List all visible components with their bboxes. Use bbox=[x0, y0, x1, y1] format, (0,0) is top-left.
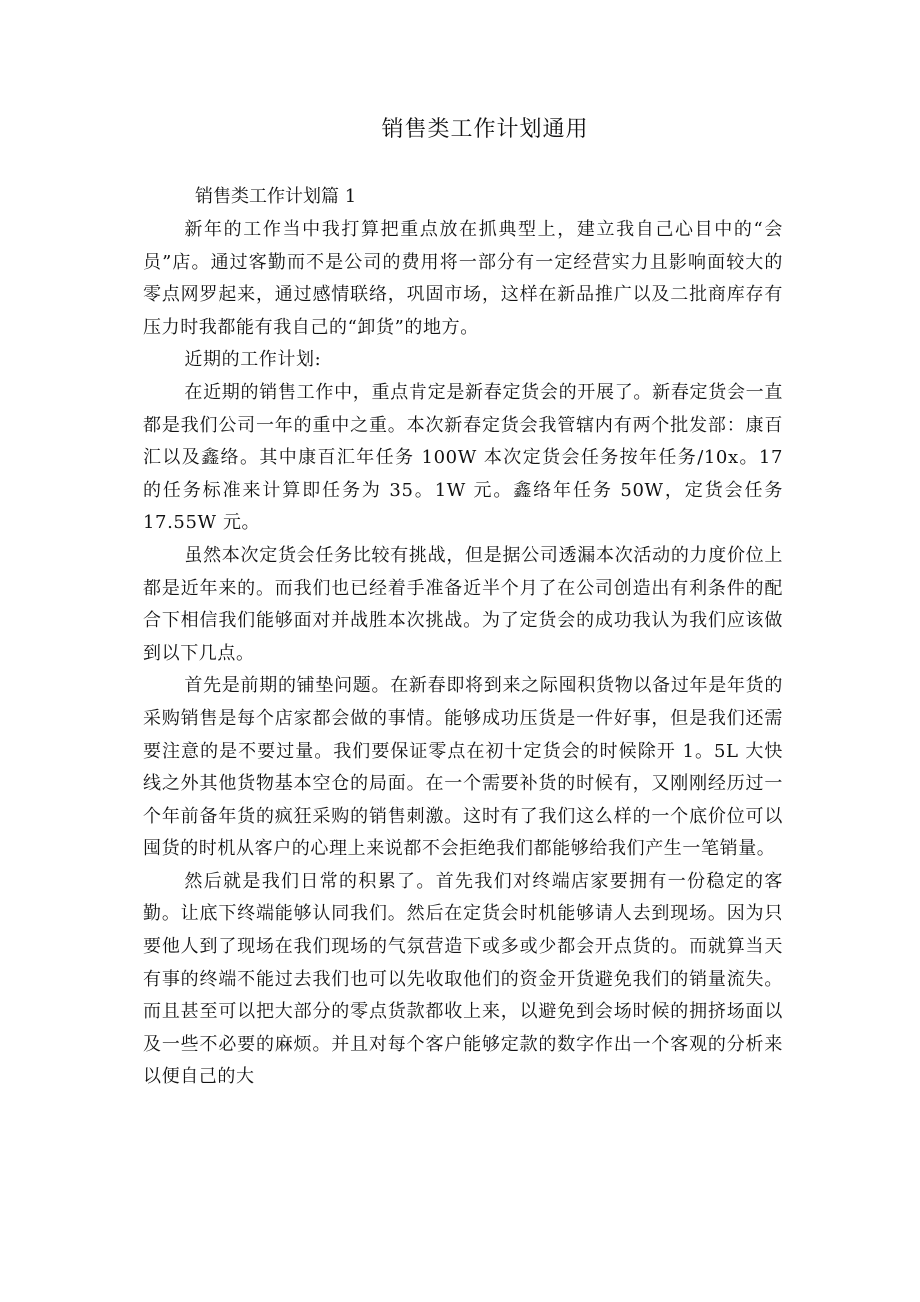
document-title: 销售类工作计划通用 bbox=[381, 117, 589, 142]
paragraph-4: 虽然本次定货会任务比较有挑战，但是据公司透漏本次活动的力度价位上都是近年来的。而我们也已经着手准备近半个月了在公司创造出有利条件的配合下相信我们能够面对并战胜本次挑战。为了定货会的成功我认为我们应该做到以下几点。 bbox=[143, 544, 783, 664]
document-body bbox=[143, 180, 783, 1094]
section-heading: 销售类工作计划篇 1 bbox=[195, 186, 357, 207]
paragraph-3: 在近期的销售工作中，重点肯定是新春定货会的开展了。新春定货会一直都是我们公司一年的重中之重。本次新春定货会我管辖内有两个批发部：康百汇以及鑫络。其中康百汇年任务 100W 本次定货会任务按年任务/10x。17 的任务标准来计算即任务为 35。1W 元。鑫络年任务 50W，定货会任务 17.55W 元。 bbox=[143, 381, 783, 534]
paragraph-5: 首先是前期的铺垫问题。在新春即将到来之际囤积货物以备过年是年货的采购销售是每个店家都会做的事情。能够成功压货是一件好事，但是我们还需要注意的是不要过量。我们要保证零点在初十定货会的时候除开 1。5L 大快线之外其他货物基本空仓的局面。在一个需要补货的时候有，又刚刚经历过一个年前备年货的疯狂采购的销售刺激。这时有了我们这么样的一个底价位可以囤货的时机从客户的心理上来说都不会拒绝我们都能够给我们产生一笔销量。 bbox=[143, 675, 783, 860]
paragraph-1: 新年的工作当中我打算把重点放在抓典型上，建立我自己心目中的“会员”店。通过客勤而不是公司的费用将一部分有一定经营实力且影响面较大的零点网罗起来，通过感情联络，巩固市场，这样在新品推广以及二批商库存有压力时我都能有我自己的“卸货”的地方。 bbox=[143, 219, 783, 338]
paragraph-6: 然后就是我们日常的积累了。首先我们对终端店家要拥有一份稳定的客勤。让底下终端能够认同我们。然后在定货会时机能够请人去到现场。因为只要他人到了现场在我们现场的气氛营造下或多或少都会开点货的。而就算当天有事的终端不能过去我们也可以先收取他们的资金开货避免我们的销量流失。而且甚至可以把大部分的零点货款都收上来，以避免到会场时候的拥挤场面以及一些不必要的麻烦。并且对每个客户能够定款的数字作出一个客观的分析来以便自己的大 bbox=[143, 870, 783, 1088]
paragraph-2: 近期的工作计划: bbox=[184, 349, 322, 371]
